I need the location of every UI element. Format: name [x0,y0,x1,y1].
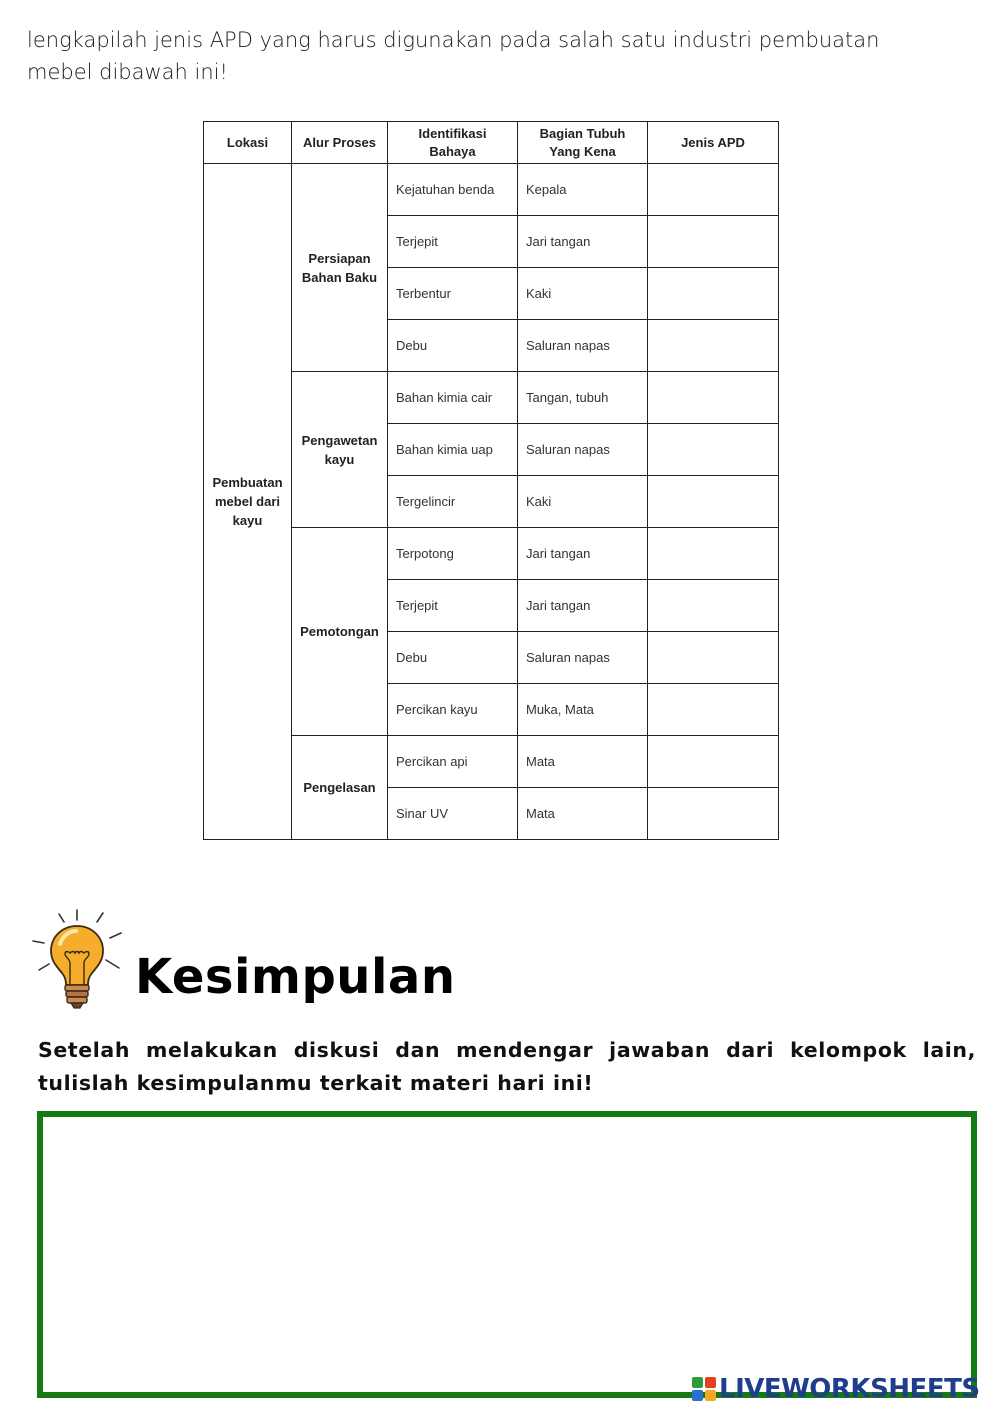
body-part-cell: Kaki [518,268,648,320]
body-part-cell: Tangan, tubuh [518,372,648,424]
lightbulb-icon [30,908,124,1012]
header-alur-proses: Alur Proses [292,122,388,164]
hazard-cell: Kejatuhan benda [388,164,518,216]
apd-input[interactable] [648,581,778,630]
instruction-text: lengkapilah jenis APD yang harus digunakan pada salah satu industri pembuatan mebel dibawah ini! [27,28,880,84]
body-part-cell: Muka, Mata [518,684,648,736]
apd-answer-cell [648,684,779,736]
process-cell: Pengawetan kayu [292,372,388,528]
body-part-cell: Saluran napas [518,424,648,476]
body-part-cell: Kepala [518,164,648,216]
header-jenis-apd: Jenis APD [648,122,779,164]
body-part-cell: Mata [518,788,648,840]
hazard-cell: Tergelincir [388,476,518,528]
body-part-cell: Kaki [518,476,648,528]
header-identifikasi-bahaya: Identifikasi Bahaya [388,122,518,164]
conclusion-title: Kesimpulan [135,949,456,1005]
header-bagian-tubuh: Bagian Tubuh Yang Kena [518,122,648,164]
hazard-cell: Terjepit [388,580,518,632]
apd-answer-cell [648,424,779,476]
header-lokasi: Lokasi [204,122,292,164]
apd-input[interactable] [648,633,778,682]
apd-input[interactable] [648,685,778,734]
process-cell: Pengelasan [292,736,388,840]
conclusion-instruction: Setelah melakukan diskusi dan mendengar jawaban dari kelompok lain, tulislah kesimpulanmu terkait materi hari ini! [38,1038,976,1095]
apd-input[interactable] [648,737,778,786]
hazard-cell: Terpotong [388,528,518,580]
hazard-cell: Bahan kimia uap [388,424,518,476]
body-part-cell: Jari tangan [518,216,648,268]
apd-input[interactable] [648,321,778,370]
body-part-cell: Saluran napas [518,320,648,372]
apd-input[interactable] [648,165,778,214]
liveworksheets-wordmark: LIVEWORKSHEETS [719,1374,980,1404]
hazard-cell: Terbentur [388,268,518,320]
apd-answer-cell [648,372,779,424]
apd-answer-cell [648,476,779,528]
apd-answer-cell [648,268,779,320]
apd-answer-cell [648,632,779,684]
body-part-cell: Jari tangan [518,580,648,632]
hazard-cell: Bahan kimia cair [388,372,518,424]
hazard-cell: Debu [388,320,518,372]
apd-answer-cell [648,788,779,840]
apd-input[interactable] [648,269,778,318]
hazard-cell: Debu [388,632,518,684]
liveworksheets-logo-icon [692,1377,716,1401]
apd-answer-cell [648,320,779,372]
liveworksheets-brand [692,1374,980,1404]
table-header-row [204,122,779,164]
apd-input[interactable] [648,373,778,422]
apd-answer-cell [648,164,779,216]
body-part-cell: Mata [518,736,648,788]
hazard-cell: Percikan kayu [388,684,518,736]
process-cell: Pemotongan [292,528,388,736]
apd-input[interactable] [648,217,778,266]
location-cell: Pembuatan mebel dari kayu [204,164,292,840]
apd-answer-cell [648,216,779,268]
hazard-cell: Sinar UV [388,788,518,840]
apd-table [203,121,779,840]
conclusion-answer-box[interactable] [37,1111,977,1398]
hazard-cell: Percikan api [388,736,518,788]
apd-answer-cell [648,736,779,788]
hazard-cell: Terjepit [388,216,518,268]
apd-answer-cell [648,580,779,632]
apd-answer-cell [648,528,779,580]
body-part-cell: Saluran napas [518,632,648,684]
table-row [204,164,779,216]
body-part-cell: Jari tangan [518,528,648,580]
apd-input[interactable] [648,477,778,526]
apd-input[interactable] [648,529,778,578]
process-cell: Persiapan Bahan Baku [292,164,388,372]
apd-input[interactable] [648,425,778,474]
apd-input[interactable] [648,789,778,838]
